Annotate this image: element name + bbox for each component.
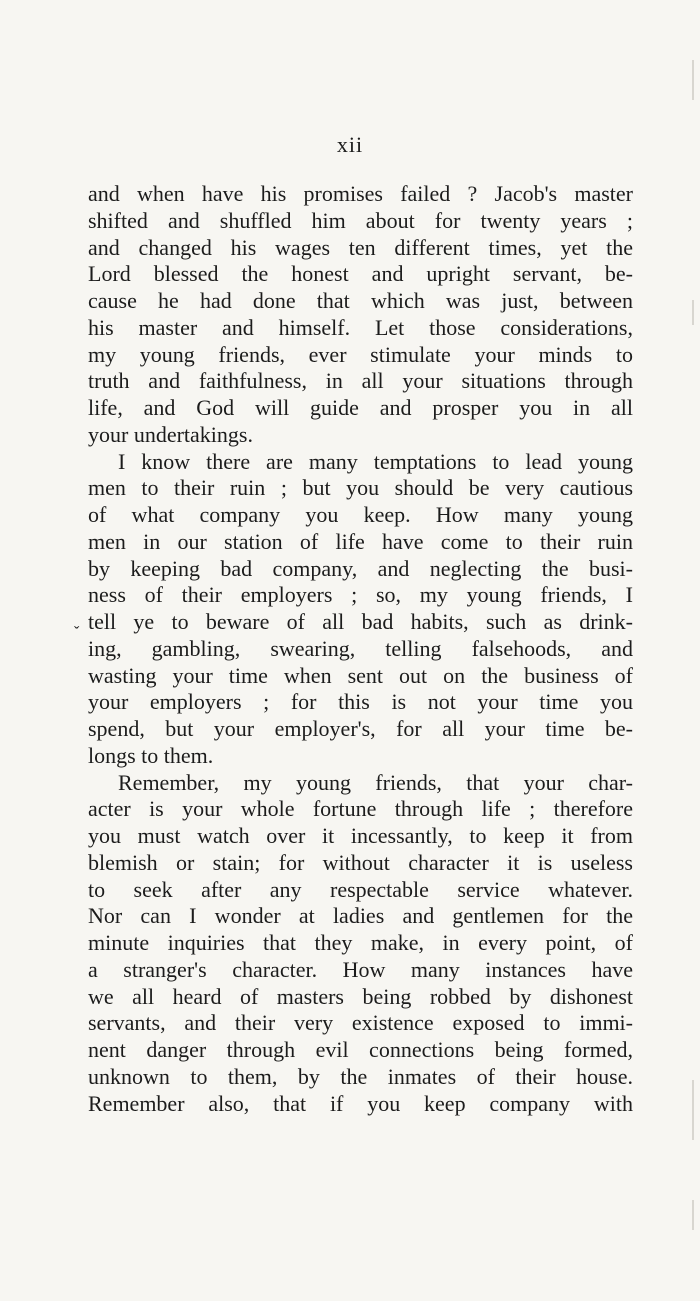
text-line: Lord blessed the honest and upright servant, be- <box>88 261 633 287</box>
text-line: you must watch over it incessantly, to keep it from <box>88 823 633 848</box>
page-edge-speckle <box>692 1200 694 1230</box>
paragraph-1 <box>88 181 633 449</box>
text-line: life, and God will guide and prosper you in all <box>88 395 633 420</box>
text-line: men to their ruin ; but you should be very cautious <box>88 475 633 501</box>
text-line: and when have his promises failed ? Jacob's master <box>88 181 633 206</box>
text-line: blemish or stain; for without character it is useless <box>88 849 633 875</box>
text-line: ness of their employers ; so, my young friends, I <box>88 582 633 608</box>
text-line: truth and faithfulness, in all your situations through <box>88 368 633 394</box>
text-line: unknown to them, by the inmates of their house. <box>88 1063 633 1089</box>
text-line: spend, but your employer's, for all your time be- <box>88 716 633 741</box>
paragraph-2 <box>88 449 633 770</box>
text-line: ing, gambling, swearing, telling falsehoods, and <box>88 635 633 661</box>
text-line: shifted and shuffled him about for twenty years ; <box>88 207 633 233</box>
text-line: by keeping bad company, and neglecting the busi- <box>88 555 633 581</box>
page-edge-speckle <box>692 60 694 100</box>
text-line: a stranger's character. How many instances have <box>88 956 633 982</box>
body-text <box>88 181 633 1117</box>
text-line: tell ye to beware of all bad habits, such as drink- <box>88 609 633 634</box>
text-line: longs to them. <box>88 742 214 768</box>
text-line: Remember also, that if you keep company with <box>88 1090 633 1116</box>
page-edge-speckle <box>692 300 694 325</box>
text-line: and changed his wages ten different times, yet the <box>88 234 633 260</box>
text-line: Remember, my young friends, that your char- <box>118 769 633 795</box>
page-edge-speckle <box>692 1080 694 1140</box>
margin-mark: ˬ <box>74 612 80 629</box>
text-line: cause he had done that which was just, between <box>88 288 633 313</box>
text-line: nent danger through evil connections being formed, <box>88 1037 633 1062</box>
page-number: xii <box>336 132 364 157</box>
text-line: servants, and their very existence exposed to immi- <box>88 1010 633 1036</box>
text-line: your undertakings. <box>88 421 253 447</box>
text-line: his master and himself. Let those considerations, <box>88 314 633 340</box>
text-line: minute inquiries that they make, in every point, of <box>88 930 633 955</box>
paragraph-3 <box>88 770 633 1118</box>
text-line: of what company you keep. How many young <box>88 502 633 527</box>
text-line: Nor can I wonder at ladies and gentlemen for the <box>88 903 633 929</box>
text-line: to seek after any respectable service whatever. <box>88 876 633 902</box>
text-line: your employers ; for this is not your time you <box>88 689 633 715</box>
text-line: I know there are many temptations to lead young <box>118 448 633 474</box>
text-line: acter is your whole fortune through life ; therefore <box>88 796 633 822</box>
text-line: we all heard of masters being robbed by dishonest <box>88 983 633 1009</box>
text-line: wasting your time when sent out on the business of <box>88 662 633 688</box>
text-line: men in our station of life have come to their ruin <box>88 528 633 554</box>
text-line: my young friends, ever stimulate your minds to <box>88 341 633 367</box>
